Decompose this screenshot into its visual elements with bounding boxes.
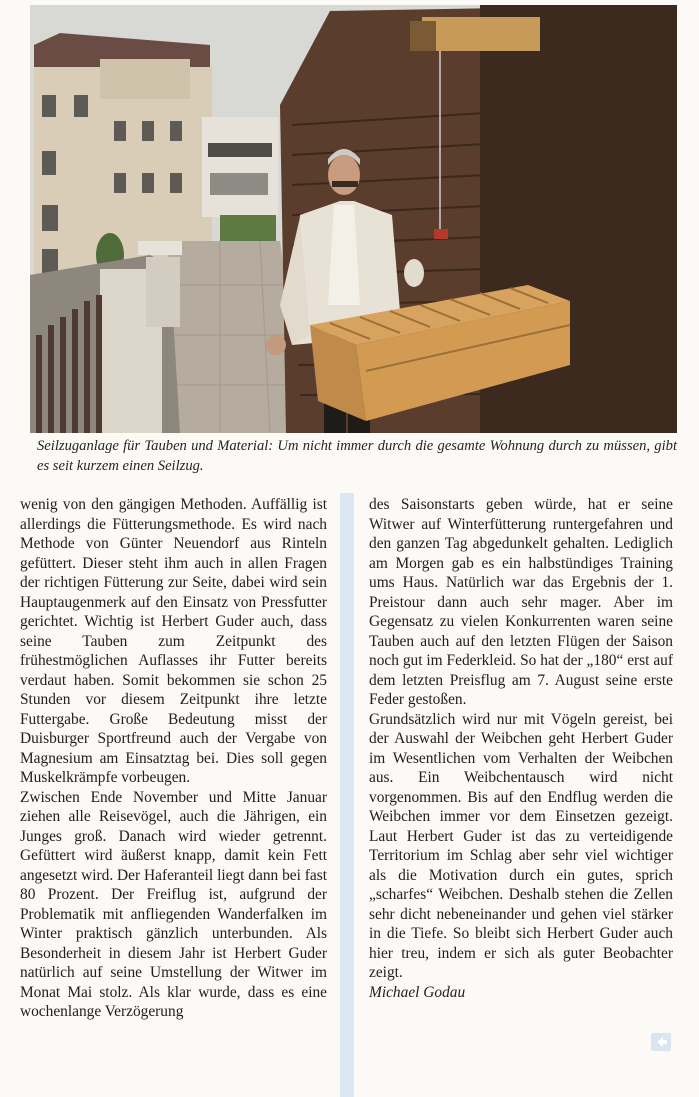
article-photo (30, 5, 677, 433)
photo-caption: Seilzuganlage für Tauben und Material: Um nicht immer durch die gesamte Wohnung durch zu müssen, gibt es seit kurzem einen Seilzug. (37, 438, 677, 474)
paragraph: des Saisonstarts geben würde, hat er seine Witwer auf Winterfütterung runtergefahren und den ganzen Tag abgedunkelt gehalten. Lediglich am Morgen gab es ein halbstündiges Training ums Haus. Natürlich war das Ergebnis der 1. Preistour dann auch sehr mager. Aber im Gegensatz zu vielen Konkurrenten waren seine Tauben auch auf den letzten Flügen der Saison noch gut im Federkleid. So hat der „180“ erst auf dem letzten Preisflug am 7. August seine erste Feder gestoßen. (369, 496, 673, 708)
article-column-right (369, 495, 673, 1002)
paragraph: Zwischen Ende November und Mitte Januar ziehen alle Reisevögel, auch die Jährigen, ein Junges groß. Danach wird wieder getrennt. Gefüttert wird äußerst knapp, damit kein Fett angesetzt wird. Der Haferanteil liegt dann bei fast 80 Prozent. Der Freiflug ist, aufgrund der Problematik mit anfliegenden Wanderfalken im Winter praktisch gänzlich unterbunden. Als Besonderheit in diesem Jahr ist Herbert Guder natürlich auf seine Umstellung der Witwer im Monat Mai stolz. Als klar wurde, dass es eine wochenlange Verzögerung (20, 788, 327, 1020)
arrow-back-icon[interactable] (651, 1033, 671, 1051)
paragraph: wenig von den gängigen Methoden. Auffällig ist allerdings die Fütterungsmethode. Es wird nach Methode von Günter Neuendorf aus Rinteln gefüttert. Dieser steht ihm auch in allen Fragen der richtigen Fütterung zur Seite, dabei wird sein Hauptaugenmerk auf den Einsatz von Pressfutter gerichtet. Wichtig ist Herbert Guder auch, dass seine Tauben zum Zeitpunkt des frühestmöglichen Auflasses ihr Futter bereits verdaut haben. Somit bekommen sie schon 25 Stunden vor diesem Zeitpunkt ihre letzte Futtergabe. Große Bedeutung misst der Duisburger Sportfreund auch der Vergabe von Magnesium am Einsatztag bei. Dies soll gegen Muskelkrämpfe vorbeugen. (20, 496, 327, 786)
article-column-left (20, 495, 327, 1022)
column-divider (340, 493, 354, 1097)
photo-illustration (30, 5, 677, 433)
author-byline: Michael Godau (369, 983, 466, 1001)
paragraph: Grundsätzlich wird nur mit Vögeln gereist, bei der Auswahl der Weibchen geht Herbert Guder im Wesentlichen vom Verhalten der Weibchen aus. Ein Weibchentausch wird nicht vorgenommen. Bis auf den Endflug werden die Weibchen immer vor dem Einsetzen gezeigt. Laut Herbert Guder ist das zu verteidigende Territorium im Schlag aber sehr viel wichtiger als die Motivation durch ein gutes, sprich „scharfes“ Weibchen. Deshalb stehen die Zellen sehr dicht nebeneinander und gehen viel stärker in die Tiefe. So bleibt sich Herbert Guder auch hier treu, indem er sich als guter Beobachter zeigt. (369, 710, 673, 981)
